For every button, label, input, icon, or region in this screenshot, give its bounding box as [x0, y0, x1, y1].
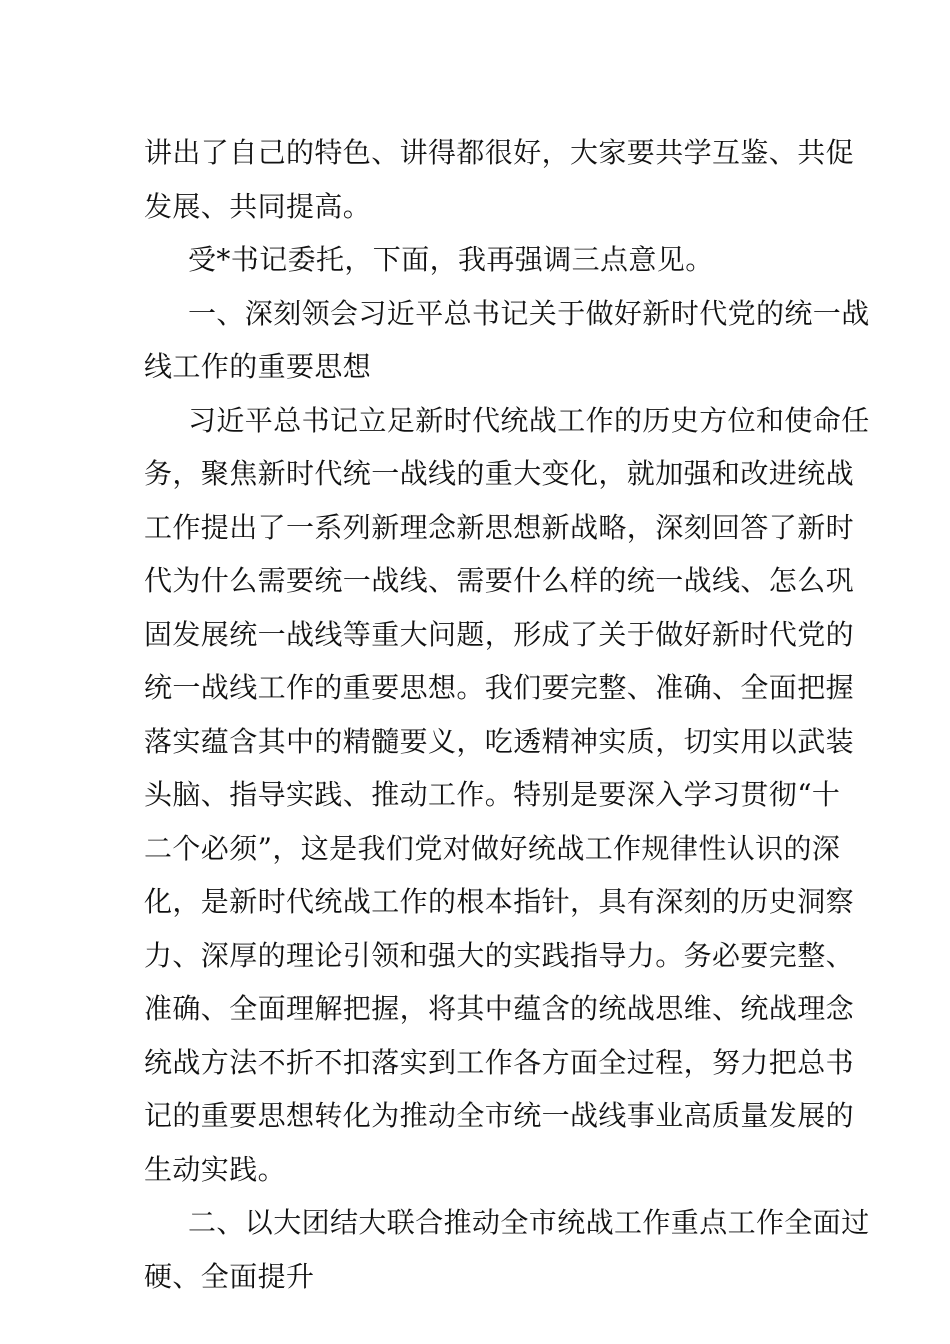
text-line: 生动实践。 — [144, 1152, 287, 1186]
text-line: 头脑、指导实践、推动工作。特别是要深入学习贯彻“十 — [144, 778, 841, 811]
text-line: 化，是新时代统战工作的根本指针，具有深刻的历史洞察 — [144, 885, 855, 918]
text-line: 发展、共同提高。 — [144, 189, 372, 223]
paragraph-line: 受*书记委托，下面，我再强调三点意见。 — [188, 243, 714, 276]
text-line: 记的重要思想转化为推动全市统一战线事业高质量发展的 — [144, 1099, 855, 1132]
text-line: 力、深厚的理论引领和强大的实践指导力。务必要完整、 — [144, 938, 855, 972]
text-line: 准确、全面理解把握，将其中蕴含的统战思维、统战理念 — [144, 992, 855, 1025]
text-line: 二个必须”，这是我们党对做好统战工作规律性认识的深 — [144, 831, 841, 865]
text-line: 固发展统一战线等重大问题，形成了关于做好新时代党的 — [144, 617, 855, 651]
text-line: 代为什么需要统一战线、需要什么样的统一战线、怎么巩 — [144, 564, 855, 597]
section-heading-1-cont: 线工作的重要思想 — [144, 350, 372, 383]
text-line: 讲出了自己的特色、讲得都很好，大家要共学互鉴、共促 — [144, 136, 855, 169]
text-line: 统战方法不折不扣落实到工作各方面全过程，努力把总书 — [144, 1045, 855, 1079]
text-line: 落实蕴含其中的精髓要义，吃透精神实质，切实用以武装 — [144, 724, 855, 758]
text-line: 务，聚焦新时代统一战线的重大变化，就加强和改进统战 — [144, 457, 855, 490]
section-heading-2: 二、以大团结大联合推动全市统战工作重点工作全面过 — [188, 1206, 870, 1239]
document-body — [144, 126, 870, 1303]
text-line: 工作提出了一系列新理念新思想新战略，深刻回答了新时 — [144, 510, 855, 544]
paragraph-line: 习近平总书记立足新时代统战工作的历史方位和使命任 — [188, 403, 870, 437]
section-heading-2-cont: 硬、全面提升 — [144, 1259, 315, 1293]
text-line: 统一战线工作的重要思想。我们要完整、准确、全面把握 — [144, 671, 855, 704]
section-heading-1: 一、深刻领会习近平总书记关于做好新时代党的统一战 — [188, 296, 870, 330]
